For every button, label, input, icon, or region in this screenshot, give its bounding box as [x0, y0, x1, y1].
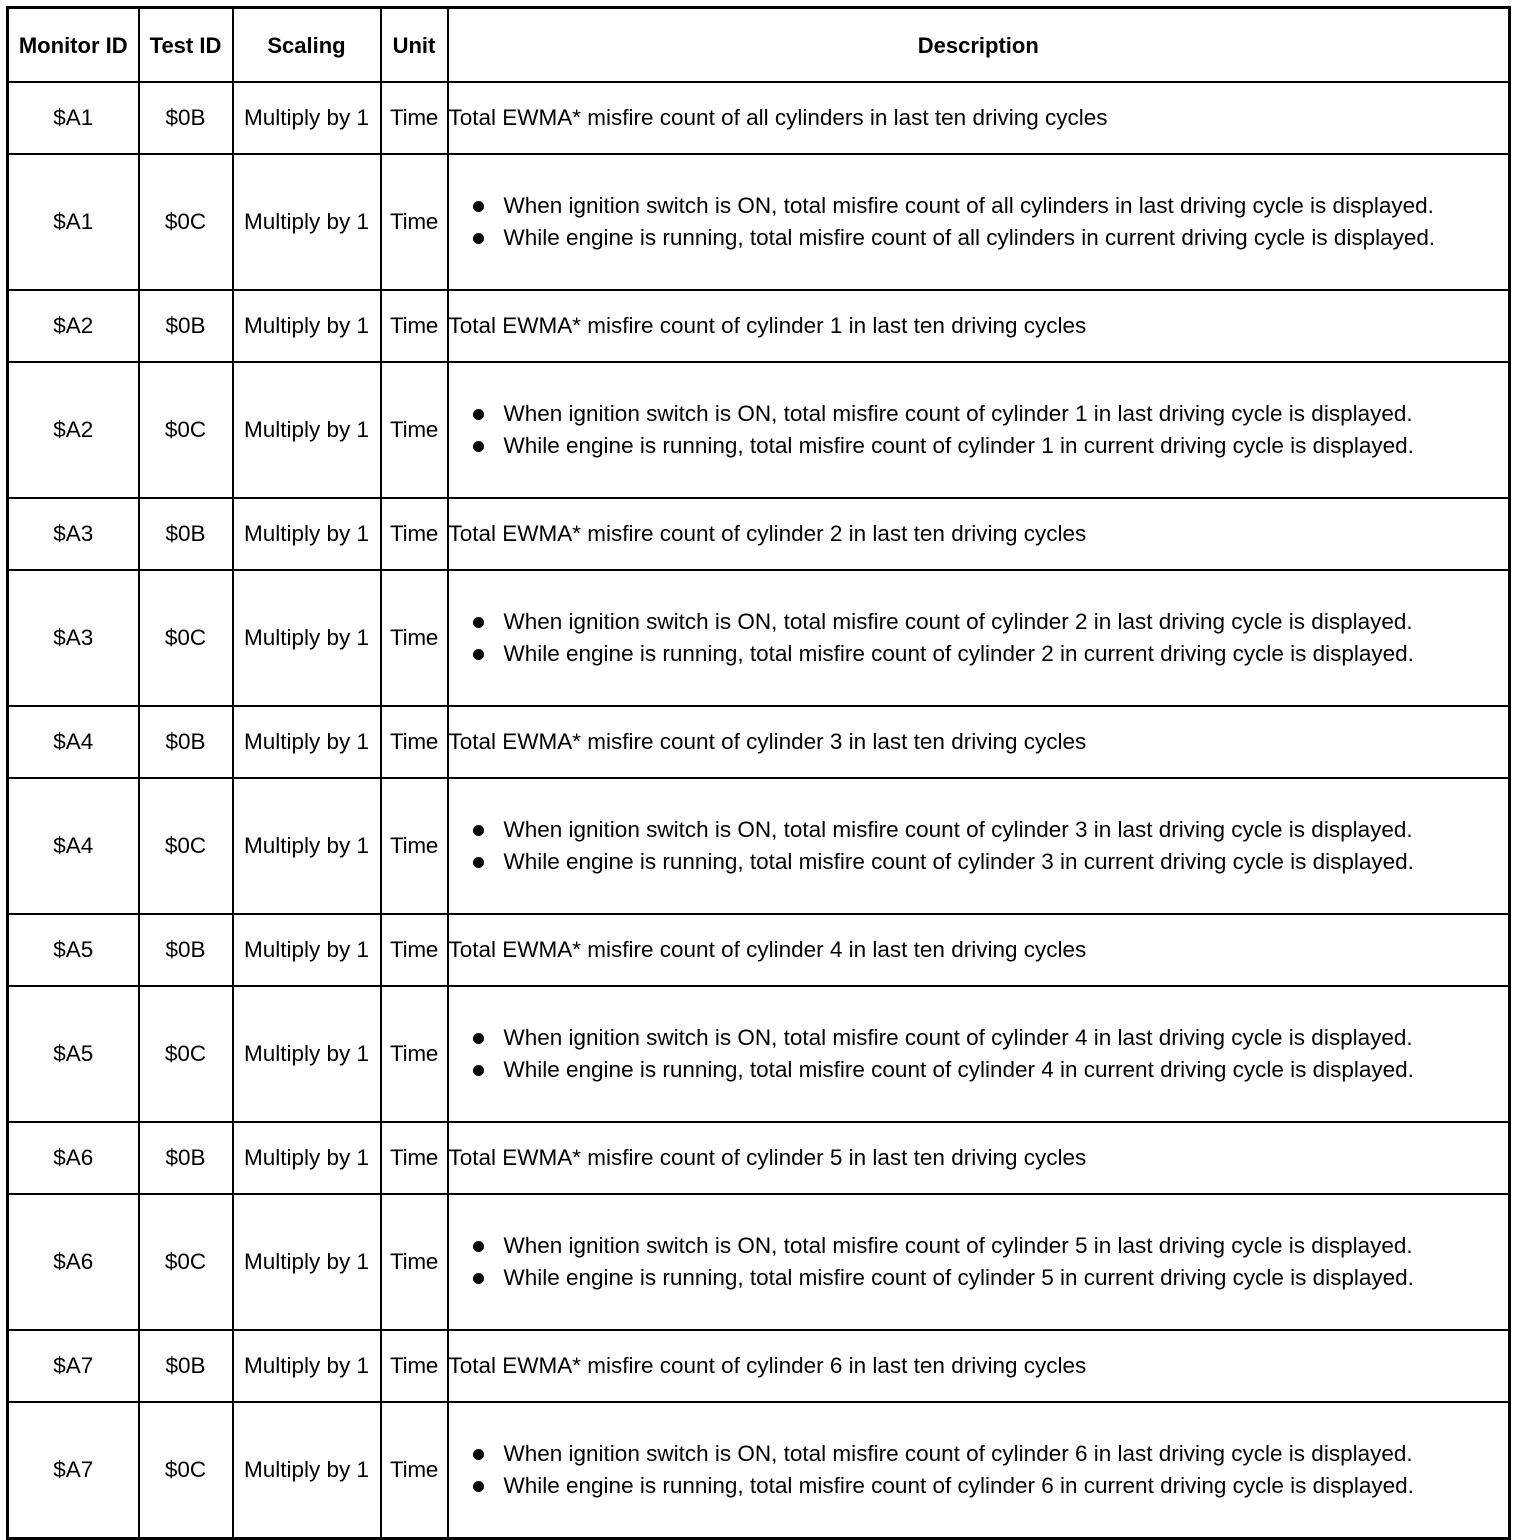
table-row [8, 498, 1510, 570]
description-cell: Total EWMA* misfire count of cylinder 3 in last ten driving cycles [448, 706, 1510, 778]
description-bullet-item: While engine is running, total misfire count of all cylinders in current driving cycle is displayed. [449, 223, 1509, 253]
test-id-cell: $0C [139, 362, 233, 498]
description-cell: Total EWMA* misfire count of all cylinders in last ten driving cycles [448, 82, 1510, 154]
monitor-id-cell: $A5 [8, 986, 139, 1122]
description-cell: Total EWMA* misfire count of cylinder 1 in last ten driving cycles [448, 290, 1510, 362]
test-id-cell: $0B [139, 914, 233, 986]
table-row [8, 986, 1510, 1122]
scaling-cell: Multiply by 1 [233, 154, 381, 290]
monitor-id-cell: $A1 [8, 154, 139, 290]
unit-cell: Time [381, 706, 448, 778]
monitor-test-table [6, 6, 1511, 1540]
test-id-cell: $0B [139, 498, 233, 570]
test-id-cell: $0C [139, 154, 233, 290]
table-row [8, 706, 1510, 778]
table-row [8, 570, 1510, 706]
description-bullet-item: While engine is running, total misfire count of cylinder 4 in current driving cycle is displayed. [449, 1055, 1509, 1085]
unit-cell: Time [381, 1330, 448, 1402]
description-bullet-item: When ignition switch is ON, total misfire count of cylinder 3 in last driving cycle is displayed. [449, 815, 1509, 845]
table-row [8, 1122, 1510, 1194]
monitor-id-cell: $A5 [8, 914, 139, 986]
scaling-cell: Multiply by 1 [233, 986, 381, 1122]
monitor-id-cell: $A4 [8, 778, 139, 914]
description-bullet-item: While engine is running, total misfire count of cylinder 5 in current driving cycle is displayed. [449, 1263, 1509, 1293]
description-cell: Total EWMA* misfire count of cylinder 6 in last ten driving cycles [448, 1330, 1510, 1402]
table-row [8, 362, 1510, 498]
monitor-id-cell: $A3 [8, 498, 139, 570]
test-id-cell: $0C [139, 1194, 233, 1330]
table-row [8, 1194, 1510, 1330]
description-bullet-list [449, 399, 1509, 461]
header-scaling: Scaling [233, 8, 381, 83]
description-cell: Total EWMA* misfire count of cylinder 4 in last ten driving cycles [448, 914, 1510, 986]
monitor-id-cell: $A3 [8, 570, 139, 706]
test-id-cell: $0B [139, 1122, 233, 1194]
monitor-id-cell: $A4 [8, 706, 139, 778]
description-bullet-list [449, 1231, 1509, 1293]
test-id-cell: $0B [139, 82, 233, 154]
monitor-id-cell: $A2 [8, 290, 139, 362]
test-id-cell: $0C [139, 1402, 233, 1539]
description-bullet-list [449, 191, 1509, 253]
table-row [8, 1330, 1510, 1402]
header-description: Description [448, 8, 1510, 83]
monitor-id-cell: $A6 [8, 1194, 139, 1330]
description-cell [448, 1402, 1510, 1539]
description-bullet-list [449, 815, 1509, 877]
description-cell: Total EWMA* misfire count of cylinder 5 in last ten driving cycles [448, 1122, 1510, 1194]
description-bullet-item: While engine is running, total misfire count of cylinder 2 in current driving cycle is displayed. [449, 639, 1509, 669]
monitor-id-cell: $A2 [8, 362, 139, 498]
description-bullet-list [449, 1023, 1509, 1085]
unit-cell: Time [381, 570, 448, 706]
description-bullet-item: When ignition switch is ON, total misfire count of cylinder 2 in last driving cycle is displayed. [449, 607, 1509, 637]
test-id-cell: $0B [139, 290, 233, 362]
table-row [8, 914, 1510, 986]
description-bullet-item: When ignition switch is ON, total misfire count of all cylinders in last driving cycle is displayed. [449, 191, 1509, 221]
table-row [8, 82, 1510, 154]
scaling-cell: Multiply by 1 [233, 1122, 381, 1194]
unit-cell: Time [381, 82, 448, 154]
scaling-cell: Multiply by 1 [233, 1194, 381, 1330]
table-row [8, 290, 1510, 362]
unit-cell: Time [381, 1194, 448, 1330]
description-cell [448, 778, 1510, 914]
header-monitor-id: Monitor ID [8, 8, 139, 83]
unit-cell: Time [381, 498, 448, 570]
table-row [8, 778, 1510, 914]
test-id-cell: $0B [139, 1330, 233, 1402]
scaling-cell: Multiply by 1 [233, 362, 381, 498]
description-cell [448, 154, 1510, 290]
unit-cell: Time [381, 914, 448, 986]
description-bullet-item: When ignition switch is ON, total misfire count of cylinder 1 in last driving cycle is displayed. [449, 399, 1509, 429]
header-unit: Unit [381, 8, 448, 83]
unit-cell: Time [381, 154, 448, 290]
scaling-cell: Multiply by 1 [233, 498, 381, 570]
table-header-row [8, 8, 1510, 83]
description-bullet-item: When ignition switch is ON, total misfire count of cylinder 6 in last driving cycle is displayed. [449, 1439, 1509, 1469]
description-bullet-list [449, 1439, 1509, 1501]
test-id-cell: $0B [139, 706, 233, 778]
header-test-id: Test ID [139, 8, 233, 83]
description-bullet-list [449, 607, 1509, 669]
monitor-id-cell: $A7 [8, 1402, 139, 1539]
description-cell [448, 362, 1510, 498]
unit-cell: Time [381, 1402, 448, 1539]
description-cell [448, 1194, 1510, 1330]
scaling-cell: Multiply by 1 [233, 570, 381, 706]
unit-cell: Time [381, 1122, 448, 1194]
description-cell: Total EWMA* misfire count of cylinder 2 in last ten driving cycles [448, 498, 1510, 570]
description-bullet-item: When ignition switch is ON, total misfire count of cylinder 4 in last driving cycle is displayed. [449, 1023, 1509, 1053]
unit-cell: Time [381, 362, 448, 498]
unit-cell: Time [381, 986, 448, 1122]
scaling-cell: Multiply by 1 [233, 914, 381, 986]
unit-cell: Time [381, 290, 448, 362]
scaling-cell: Multiply by 1 [233, 290, 381, 362]
test-id-cell: $0C [139, 778, 233, 914]
monitor-id-cell: $A7 [8, 1330, 139, 1402]
table-row [8, 1402, 1510, 1539]
scaling-cell: Multiply by 1 [233, 1330, 381, 1402]
unit-cell: Time [381, 778, 448, 914]
scaling-cell: Multiply by 1 [233, 1402, 381, 1539]
description-bullet-item: When ignition switch is ON, total misfire count of cylinder 5 in last driving cycle is displayed. [449, 1231, 1509, 1261]
description-bullet-item: While engine is running, total misfire count of cylinder 6 in current driving cycle is displayed. [449, 1471, 1509, 1501]
description-cell [448, 986, 1510, 1122]
monitor-id-cell: $A6 [8, 1122, 139, 1194]
test-id-cell: $0C [139, 986, 233, 1122]
description-bullet-item: While engine is running, total misfire count of cylinder 3 in current driving cycle is displayed. [449, 847, 1509, 877]
table-row [8, 154, 1510, 290]
scaling-cell: Multiply by 1 [233, 706, 381, 778]
description-bullet-item: While engine is running, total misfire count of cylinder 1 in current driving cycle is displayed. [449, 431, 1509, 461]
scaling-cell: Multiply by 1 [233, 82, 381, 154]
monitor-id-cell: $A1 [8, 82, 139, 154]
table-body [8, 82, 1510, 1539]
test-id-cell: $0C [139, 570, 233, 706]
scaling-cell: Multiply by 1 [233, 778, 381, 914]
description-cell [448, 570, 1510, 706]
